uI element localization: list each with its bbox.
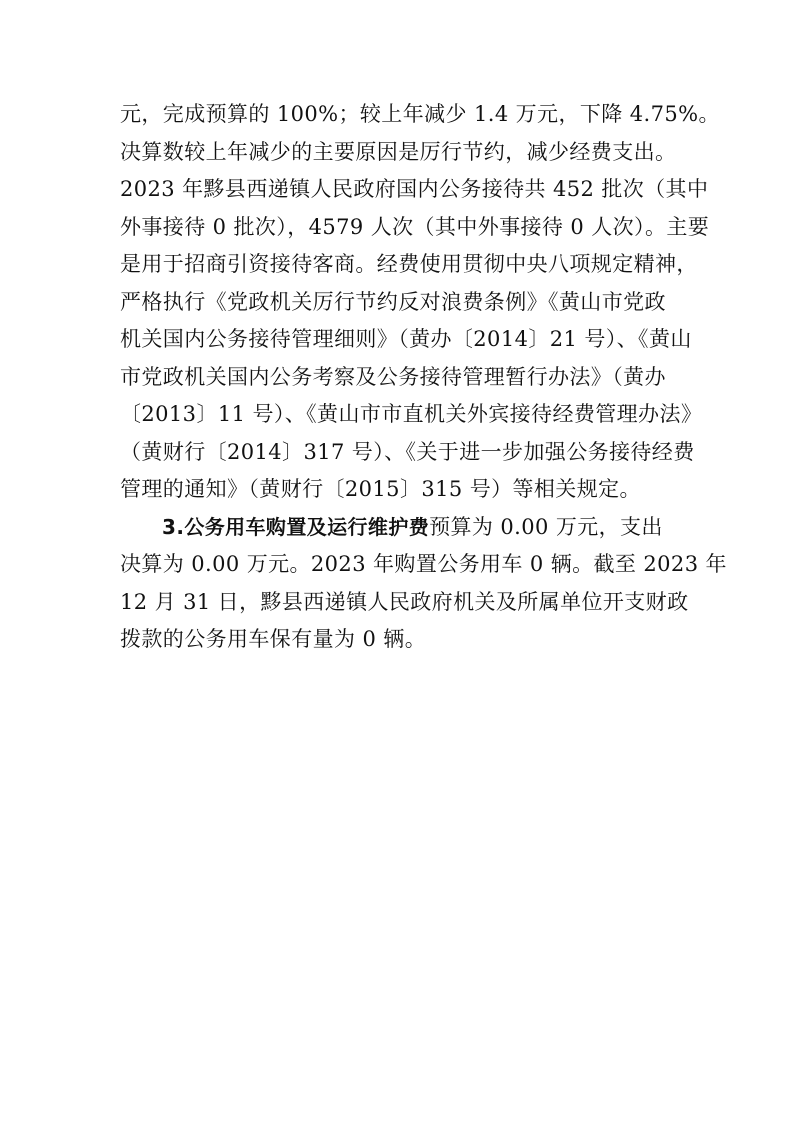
section-heading-rest: 预算为 0.00 万元，支出 <box>429 514 663 539</box>
paragraph-line: 2023 年黟县西递镇人民政府国内公务接待共 452 批次（其中 <box>120 177 709 201</box>
document-body <box>120 96 727 659</box>
paragraph-line: 是用于招商引资接待客商。经费使用贯彻中央八项规定精神， <box>120 252 698 276</box>
paragraph-line: 决算为 0.00 万元。2023 年购置公务用车 0 辆。截至 2023 年 <box>120 552 727 576</box>
paragraph-line: 12 月 31 日，黟县西递镇人民政府机关及所属单位开支财政 <box>120 589 689 614</box>
paragraph-line: 管理的通知》（黄财行〔2015〕315 号）等相关规定。 <box>120 477 641 501</box>
paragraph-line: （黄财行〔2014〕317 号）、《关于进一步加强公务接待经费 <box>120 439 695 464</box>
paragraph-line: 决算数较上年减少的主要原因是厉行节约，减少经费支出。 <box>120 139 677 164</box>
paragraph-line: 外事接待 0 批次），4579 人次（其中外事接待 0 人次）。主要 <box>120 214 710 239</box>
paragraph-line: 机关国内公务接待管理细则》（黄办〔2014〕21 号）、《黄山 <box>120 327 692 351</box>
paragraph-line: 拨款的公务用车保有量为 0 辆。 <box>120 627 427 651</box>
paragraph-line: 严格执行《党政机关厉行节约反对浪费条例》《黄山市党政 <box>120 289 666 314</box>
section-heading-line <box>120 509 685 547</box>
paragraph-line: 市党政机关国内公务考察及公务接待管理暂行办法》（黄办 <box>120 364 666 389</box>
section-heading: 3.公务用车购置及运行维护费 <box>162 514 430 539</box>
paragraph-line: 元，完成预算的 100%；较上年减少 1.4 万元，下降 4.75%。 <box>120 102 720 126</box>
paragraph-line: 〔2013〕11 号）、《黄山市市直机关外宾接待经费管理办法》 <box>120 402 703 426</box>
